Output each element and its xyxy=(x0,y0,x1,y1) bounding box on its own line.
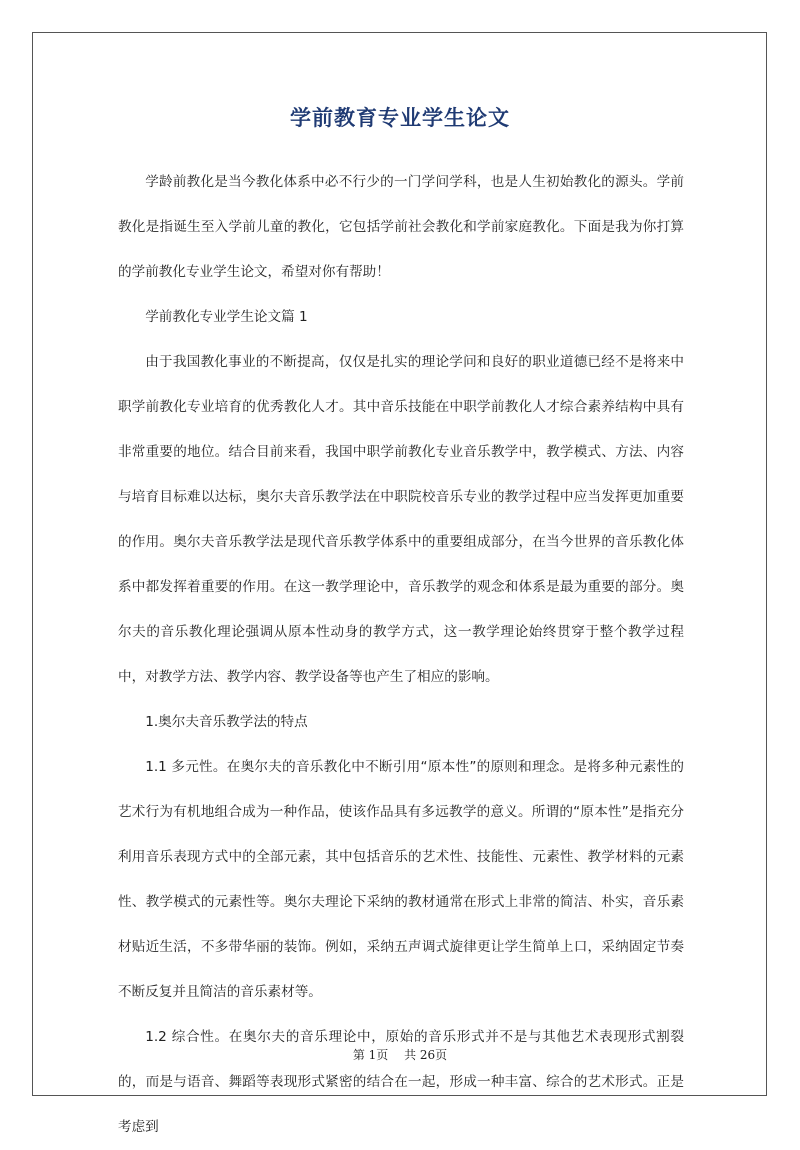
document-body xyxy=(118,160,684,1150)
page-number: 第 1页 xyxy=(352,1048,389,1062)
document-title: 学前教育专业学生论文 xyxy=(290,106,510,130)
subsection-heading: 1.奥尔夫音乐教学法的特点 xyxy=(145,714,308,730)
paragraph-intro: 学龄前教化是当今教化体系中必不行少的一门学问学科，也是人生初始教化的源头。学前教化是指诞生至入学前儿童的教化，它包括学前社会教化和学前家庭教化。下面是我为你打算的学前教化专业学生论文，希望对你有帮助！ xyxy=(118,174,684,280)
paragraph-comprehensive: 1.2 综合性。在奥尔夫的音乐理论中，原始的音乐形式并不是与其他艺术表现形式割裂的，而是与语音、舞蹈等表现形式紧密的结合在一起，形成一种丰富、综合的艺术形式。正是考虑到 xyxy=(118,1029,684,1135)
paragraph-diversity: 1.1 多元性。在奥尔夫的音乐教化中不断引用“原本性”的原则和理念。是将多种元素性的艺术行为有机地组合成为一种作品，使该作品具有多远教学的意义。所谓的“原本性”是指充分利用音乐表现方式中的全部元素，其中包括音乐的艺术性、技能性、元素性、教学材料的元素性、教学模式的元素性等。奥尔夫理论下采纳的教材通常在形式上非常的简洁、朴实，音乐素材贴近生活，不多带华丽的装饰。例如，采纳五声调式旋律更让学生简单上口，采纳固定节奏不断反复并且简洁的音乐素材等。 xyxy=(118,759,684,1000)
paragraph-background: 由于我国教化事业的不断提高，仅仅是扎实的理论学问和良好的职业道德已经不是将来中职学前教化专业培育的优秀教化人才。其中音乐技能在中职学前教化人才综合素养结构中具有非常重要的地位。结合目前来看，我国中职学前教化专业音乐教学中，教学模式、方法、内容与培育目标难以达标，奥尔夫音乐教学法在中职院校音乐专业的教学过程中应当发挥更加重要的作用。奥尔夫音乐教学法是现代音乐教学体系中的重要组成部分，在当今世界的音乐教化体系中都发挥着重要的作用。在这一教学理论中，音乐教学的观念和体系是最为重要的部分。奥尔夫的音乐教化理论强调从原本性动身的教学方式，这一教学理论始终贯穿于整个教学过程中，对教学方法、教学内容、教学设备等也产生了相应的影响。 xyxy=(118,354,684,685)
page-footer xyxy=(0,1046,800,1063)
section-heading: 学前教化专业学生论文篇 1 xyxy=(145,309,308,325)
page-total: 共 26页 xyxy=(404,1048,448,1062)
